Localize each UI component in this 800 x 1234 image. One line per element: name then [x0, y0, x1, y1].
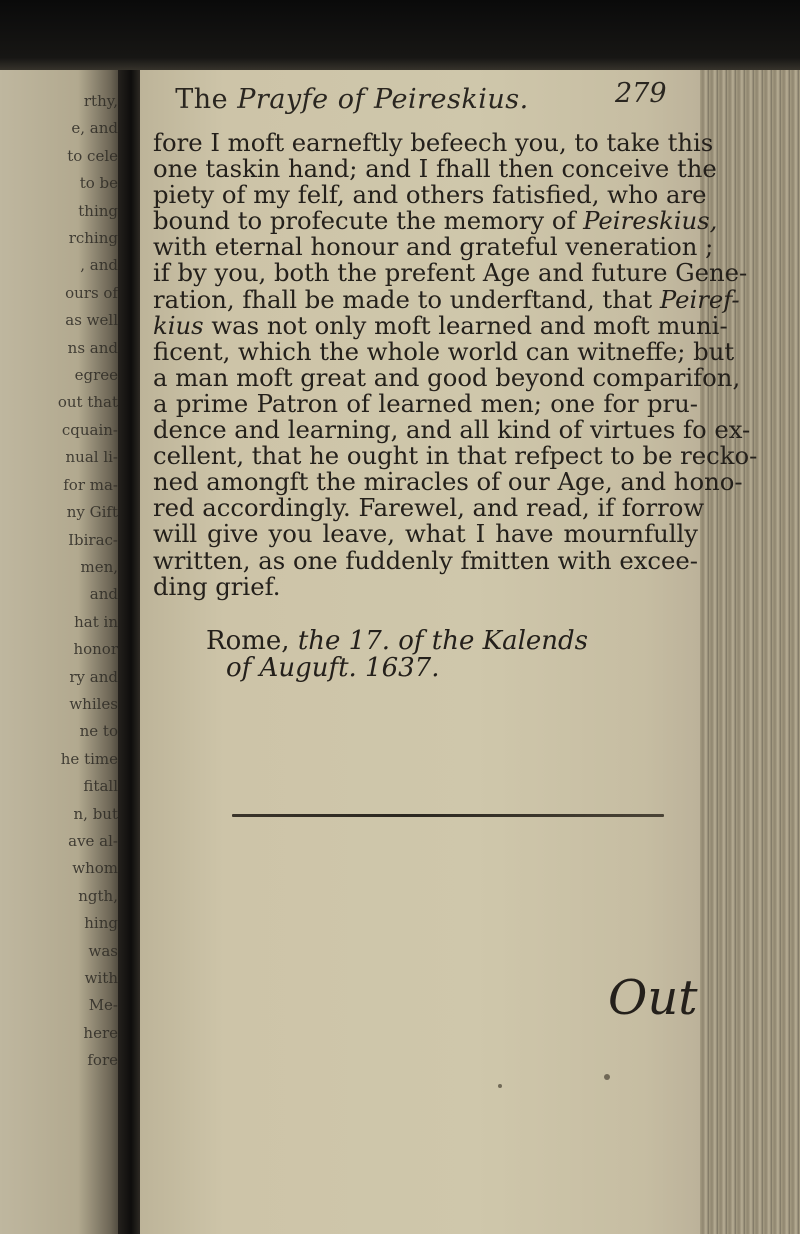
page-edges: [700, 70, 800, 1234]
facing-page-fragment: Me-: [88, 996, 118, 1015]
facing-page-fragment: men,: [80, 557, 118, 576]
facing-page-fragment: was: [88, 941, 118, 960]
facing-page-fragment: egree: [74, 366, 118, 385]
facing-page-fragment: to cele: [67, 146, 118, 165]
text-line: [153, 362, 741, 392]
facing-page-fragment: ns and: [67, 338, 118, 357]
text-run: one taskin hand; and I fhall then conceive the: [153, 154, 717, 184]
text-line: [153, 545, 698, 575]
scan-top-shadow: [0, 0, 800, 72]
text-line: [153, 154, 717, 184]
dateline-place: Rome,: [206, 626, 298, 656]
text-line: [153, 284, 740, 314]
facing-page-fragment: , and: [80, 256, 118, 275]
facing-page-fragment: hing: [84, 914, 118, 933]
facing-page-fragment: thing: [78, 201, 118, 220]
text-line: [153, 467, 743, 497]
facing-page-fragment: and: [89, 585, 118, 604]
text-line: [153, 232, 714, 262]
section-rule: [232, 814, 664, 817]
facing-page-fragment: hat in: [74, 612, 118, 631]
body-text: [153, 128, 758, 601]
facing-page-fragment: ave al-: [68, 831, 118, 850]
text-run: cellent, that he ought in that refpect to be recko-: [153, 441, 758, 471]
text-line: [153, 128, 714, 157]
facing-page-fragment: ny Gift: [66, 503, 118, 522]
facing-page-fragment: for ma-: [63, 475, 118, 494]
facing-page-fragment: as well: [65, 311, 118, 330]
facing-page-fragment: whom: [72, 859, 118, 878]
facing-page-fragment: he time: [60, 749, 118, 768]
facing-page-fragment: with: [84, 969, 118, 987]
page-number: 279: [615, 78, 667, 109]
text-line: [153, 180, 707, 210]
text-line: [153, 415, 751, 445]
dateline-line-1: [206, 628, 588, 655]
text-run: a man moft great and good beyond comparifon,: [153, 362, 741, 392]
facing-page-fragment: e, and: [71, 119, 118, 138]
facing-page-fragment: ry and: [69, 667, 118, 686]
running-head-italic: Prayfe of Peireskius.: [237, 84, 529, 115]
facing-page-fragment: cquain-: [61, 420, 118, 439]
text-line: [153, 521, 698, 547]
text-line: [153, 388, 698, 418]
text-run: bound to profecute the memory of: [153, 206, 584, 236]
facing-page-fragment: n, but: [73, 804, 118, 823]
text-run: red accordingly. Farewel, and read, if forrow: [153, 493, 705, 523]
dateline-line-2: [206, 655, 588, 682]
text-run: ned amongft the miracles of our Age, and hono-: [153, 467, 743, 497]
text-run: ficent, which the whole world can witneffe; but: [153, 336, 735, 366]
facing-page-fragment: rthy,: [83, 92, 118, 110]
facing-page-fragment: fitall: [83, 777, 118, 796]
text-run: with eternal honour and grateful veneration ;: [153, 232, 714, 262]
text-line: [153, 310, 728, 340]
facing-page-fragment: whiles: [69, 694, 118, 713]
text-line: [153, 336, 735, 366]
italic-name: Peireskius,: [583, 206, 718, 236]
text-run: if by you, both the prefent Age and future Gene-: [153, 258, 748, 288]
text-run: fore I moft earneftly befeech you, to take this: [153, 128, 714, 157]
text-line: [153, 493, 705, 523]
ink-speck: [498, 1084, 502, 1088]
facing-page-fragment: nual li-: [65, 448, 118, 467]
text-run: piety of my felf, and others fatisfied, who are: [153, 180, 707, 210]
running-head: [162, 84, 542, 115]
facing-page-fragment: out that: [57, 393, 118, 412]
facing-page-fragment: rching: [68, 229, 118, 248]
text-run: ration, fhall be made to underftand, that: [153, 284, 660, 314]
text-run: ding grief.: [153, 571, 281, 601]
italic-name: Peiref-: [659, 284, 740, 314]
text-run: a prime Patron of learned men; one for pru-: [153, 388, 698, 418]
facing-page-fragment: here: [83, 1023, 118, 1042]
text-run: was not only moft learned and moft muni-: [203, 310, 728, 340]
dateline: [206, 628, 588, 682]
text-run: written, as one fuddenly fmitten with excee-: [153, 545, 698, 575]
catchword: Out: [608, 970, 698, 1026]
facing-page-fragment: ngth,: [78, 886, 118, 905]
facing-page-fragment: honor: [73, 640, 118, 659]
text-run: dence and learning, and all kind of virtues fo ex-: [153, 415, 751, 445]
facing-page-fragment: ne to: [79, 722, 118, 741]
facing-page-text-fragments: [0, 88, 118, 1075]
text-line: [153, 571, 698, 601]
facing-page-fragment: to be: [79, 174, 118, 193]
facing-page-fragment: Ibirac-: [68, 530, 118, 549]
text-line: [153, 441, 758, 471]
ink-speck: [604, 1074, 610, 1080]
text-line: [153, 258, 748, 288]
facing-page-fragment: ours of: [65, 283, 118, 302]
text-line: [153, 206, 718, 236]
running-head-normal: The: [175, 84, 238, 115]
dateline-date-part-2: of Auguft. 1637.: [226, 653, 440, 683]
text-run: will give you leave, what I have mournfully: [153, 519, 698, 549]
dateline-date-part-1: the 17. of the Kalends: [297, 626, 589, 656]
italic-name: kius: [153, 310, 204, 340]
facing-page-fragment: fore: [87, 1051, 118, 1070]
